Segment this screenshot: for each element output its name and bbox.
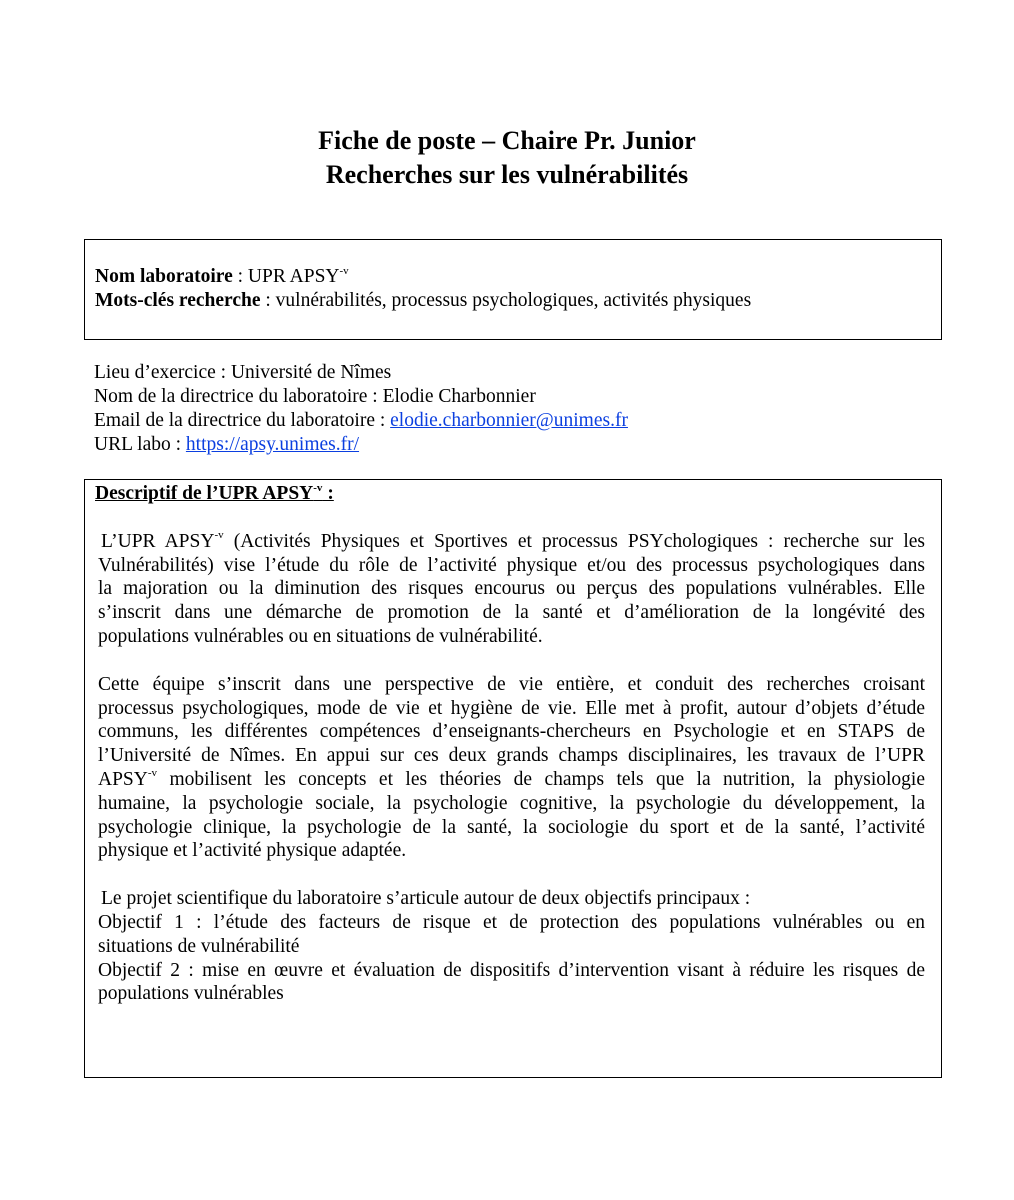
lab-name-line <box>95 265 931 289</box>
paragraph-2-text-rest: mobilisent les concepts et les théories de champs tels que la nutrition, la physiologie <box>157 768 925 790</box>
objective-1-line: Objectif 1 : l’étude des facteurs de risque et de protection des populations vulnérables ou en <box>98 911 925 933</box>
keywords-label: Mots-clés recherche <box>95 290 261 311</box>
paragraph-1-line: la majoration ou la diminution des risques encourus ou perçus des populations vulnérables. Elle <box>98 578 925 600</box>
description-box <box>84 479 942 1078</box>
paragraph-2-line: communs, les différentes compétences d’enseignants-chercheurs en Psychologie et en STAPS de <box>98 721 925 743</box>
paragraph-1-line: s’inscrit dans une démarche de promotion de la santé et d’amélioration de la longévité des <box>98 602 925 624</box>
paragraph-1-line: Vulnérabilités) vise l’étude du rôle de l’activité physique et/ou des processus psychologiques dans <box>98 554 925 576</box>
lab-name-separator: : <box>232 266 248 287</box>
objective-2-line: Objectif 2 : mise en œuvre et évaluation de dispositifs d’intervention visant à réduire les risques de <box>98 959 925 981</box>
email-link[interactable]: elodie.charbonnier@unimes.fr <box>390 410 628 431</box>
paragraph-2-line: physique et l’activité physique adaptée. <box>98 840 407 862</box>
objective-1-line: situations de vulnérabilité <box>98 935 300 957</box>
paragraph-2-line: l’Université de Nîmes. En appui sur ces deux grands champs disciplinaires, les travaux de l’UPR <box>98 745 925 767</box>
email-label: Email de la directrice du laboratoire : <box>94 410 391 431</box>
email-line <box>94 409 934 433</box>
director-line: Nom de la directrice du laboratoire : Elodie Charbonnier <box>94 386 536 407</box>
paragraph-1-text-rest: (Activités Physiques et Sportives et processus PSYchologiques : recherche sur les <box>223 530 926 552</box>
paragraph-2 <box>98 673 925 863</box>
lab-name-value: UPR APSY <box>247 266 340 287</box>
paragraph-2-text-start: APSY <box>98 768 148 790</box>
paragraph-1-line: populations vulnérables ou en situations de vulnérabilité. <box>98 625 543 647</box>
paragraph-2-line: psychologie clinique, la psychologie de la santé, la sociologie du sport et de la santé, l’activité <box>98 816 925 838</box>
url-link[interactable]: https://apsy.unimes.fr/ <box>185 434 360 455</box>
title-line-2: Recherches sur les vulnérabilités <box>325 160 689 189</box>
url-label: URL labo : <box>94 434 186 455</box>
contact-block <box>94 361 934 457</box>
document-title <box>0 124 1014 192</box>
paragraph-3 <box>98 887 925 1006</box>
paragraph-2-line: processus psychologiques, mode de vie et hygiène de vie. Elle met à profit, autour d’objets d’étude <box>98 697 925 719</box>
description-heading-colon: : <box>322 483 334 504</box>
url-line <box>94 433 934 457</box>
lab-name-label: Nom laboratoire <box>95 266 233 287</box>
lab-info-box <box>84 239 942 340</box>
paragraph-2-line <box>98 768 925 792</box>
location-line: Lieu d’exercice : Université de Nîmes <box>94 362 392 383</box>
paragraph-2-superscript: -v <box>147 767 158 780</box>
paragraph-2-line: Cette équipe s’inscrit dans une perspective de vie entière, et conduit des recherches croisant <box>98 673 925 695</box>
keywords-line <box>95 289 931 313</box>
description-heading-superscript: -v <box>313 481 323 494</box>
keywords-value: vulnérabilités, processus psychologiques, activités physiques <box>275 290 752 311</box>
paragraph-2-line: humaine, la psychologie sociale, la psychologie cognitive, la psychologie du développement, la <box>98 792 925 814</box>
paragraph-1-line <box>98 530 925 554</box>
paragraph-3-line: Le projet scientifique du laboratoire s’articule autour de deux objectifs principaux : <box>101 888 751 910</box>
lab-name-superscript: -v <box>339 264 349 277</box>
keywords-separator: : <box>260 290 276 311</box>
description-heading <box>95 482 925 506</box>
title-line-1: Fiche de poste – Chaire Pr. Junior <box>318 126 696 155</box>
objective-2-line: populations vulnérables <box>98 983 284 1005</box>
paragraph-1 <box>98 530 925 649</box>
paragraph-1-text-start: L’UPR APSY <box>101 530 215 552</box>
paragraph-1-superscript: -v <box>214 529 224 542</box>
description-heading-text: Descriptif de l’UPR APSY <box>95 483 314 504</box>
